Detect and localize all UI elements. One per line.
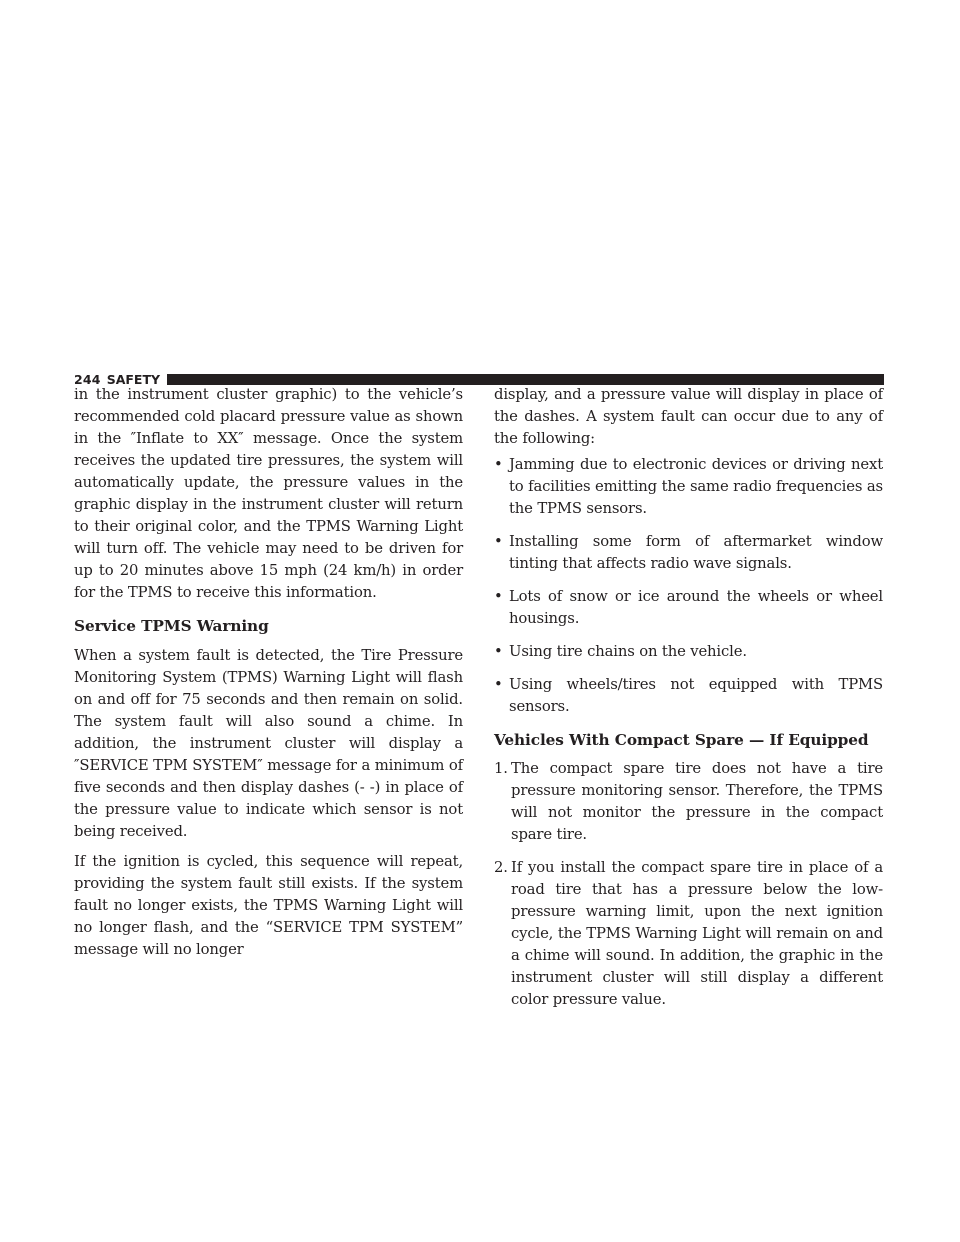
body-paragraph: in the instrument cluster graphic) to the vehicle’s recommended cold placard pressure value as shown in the ″Inflate to XX″ message. Once the system receives the updated tire pressures, the system will automatically update, the pressure values in the graphic display in the instrument cluster will return to their original color, and the TPMS Warning Light will turn off. The vehicle may need to be driven for up to 20 minutes above 15 mph (24 km/h) in order for the TPMS to receive this information. bbox=[74, 386, 463, 601]
section-heading: Service TPMS Warning bbox=[74, 617, 269, 635]
bullet-icon: • bbox=[494, 588, 503, 605]
list-item bbox=[494, 674, 883, 718]
list-item-text: Lots of snow or ice around the wheels or wheel housings. bbox=[509, 588, 883, 627]
section-heading: Vehicles With Compact Spare — If Equipped bbox=[494, 731, 869, 749]
bullet-icon: • bbox=[494, 676, 503, 693]
numbered-item bbox=[494, 758, 883, 846]
right-column bbox=[494, 384, 883, 1022]
fault-cause-list bbox=[494, 454, 883, 718]
item-number: 1. bbox=[494, 760, 508, 777]
list-item-text: Using wheels/tires not equipped with TPMS sensors. bbox=[509, 676, 883, 715]
bullet-icon: • bbox=[494, 643, 503, 660]
numbered-item bbox=[494, 857, 883, 1011]
body-paragraph: display, and a pressure value will display in place of the dashes. A system fault can occur due to any of the following: bbox=[494, 386, 883, 447]
body-paragraph: When a system fault is detected, the Tire Pressure Monitoring System (TPMS) Warning Light will flash on and off for 75 seconds and then remain on solid. The system fault will also sound a chime. In addition, the instrument cluster will display a ″SERVICE TPM SYSTEM″ message for a minimum of five seconds and then display dashes (- -) in place of the pressure value to indicate which sensor is not being received. bbox=[74, 647, 463, 840]
numbered-item-text: The compact spare tire does not have a tire pressure monitoring sensor. Therefore, the TPMS will not monitor the pressure in the compact spare tire. bbox=[511, 760, 883, 843]
list-item bbox=[494, 641, 883, 663]
page-number: 244 bbox=[74, 371, 101, 387]
list-item-text: Installing some form of aftermarket window tinting that affects radio wave signals. bbox=[509, 533, 883, 572]
section-title: SAFETY bbox=[106, 371, 161, 387]
compact-spare-steps bbox=[494, 758, 883, 1011]
left-column bbox=[74, 384, 463, 969]
item-number: 2. bbox=[494, 859, 508, 876]
bullet-icon: • bbox=[494, 533, 503, 550]
list-item bbox=[494, 454, 883, 520]
header-rule bbox=[167, 374, 884, 385]
bullet-icon: • bbox=[494, 456, 503, 473]
list-item bbox=[494, 531, 883, 575]
body-paragraph: If the ignition is cycled, this sequence will repeat, providing the system fault still exists. If the system fault no longer exists, the TPMS Warning Light will no longer flash, and the “SERVICE TPM SYSTEM” message will no longer bbox=[74, 853, 463, 958]
list-item-text: Using tire chains on the vehicle. bbox=[509, 643, 747, 660]
list-item bbox=[494, 586, 883, 630]
list-item-text: Jamming due to electronic devices or driving next to facilities emitting the same radio frequencies as the TPMS sensors. bbox=[509, 456, 883, 517]
numbered-item-text: If you install the compact spare tire in place of a road tire that has a pressure below the low-pressure warning limit, upon the next ignition cycle, the TPMS Warning Light will remain on and a chime will sound. In addition, the graphic in the instrument cluster will still display a different color pressure value. bbox=[511, 859, 883, 1008]
